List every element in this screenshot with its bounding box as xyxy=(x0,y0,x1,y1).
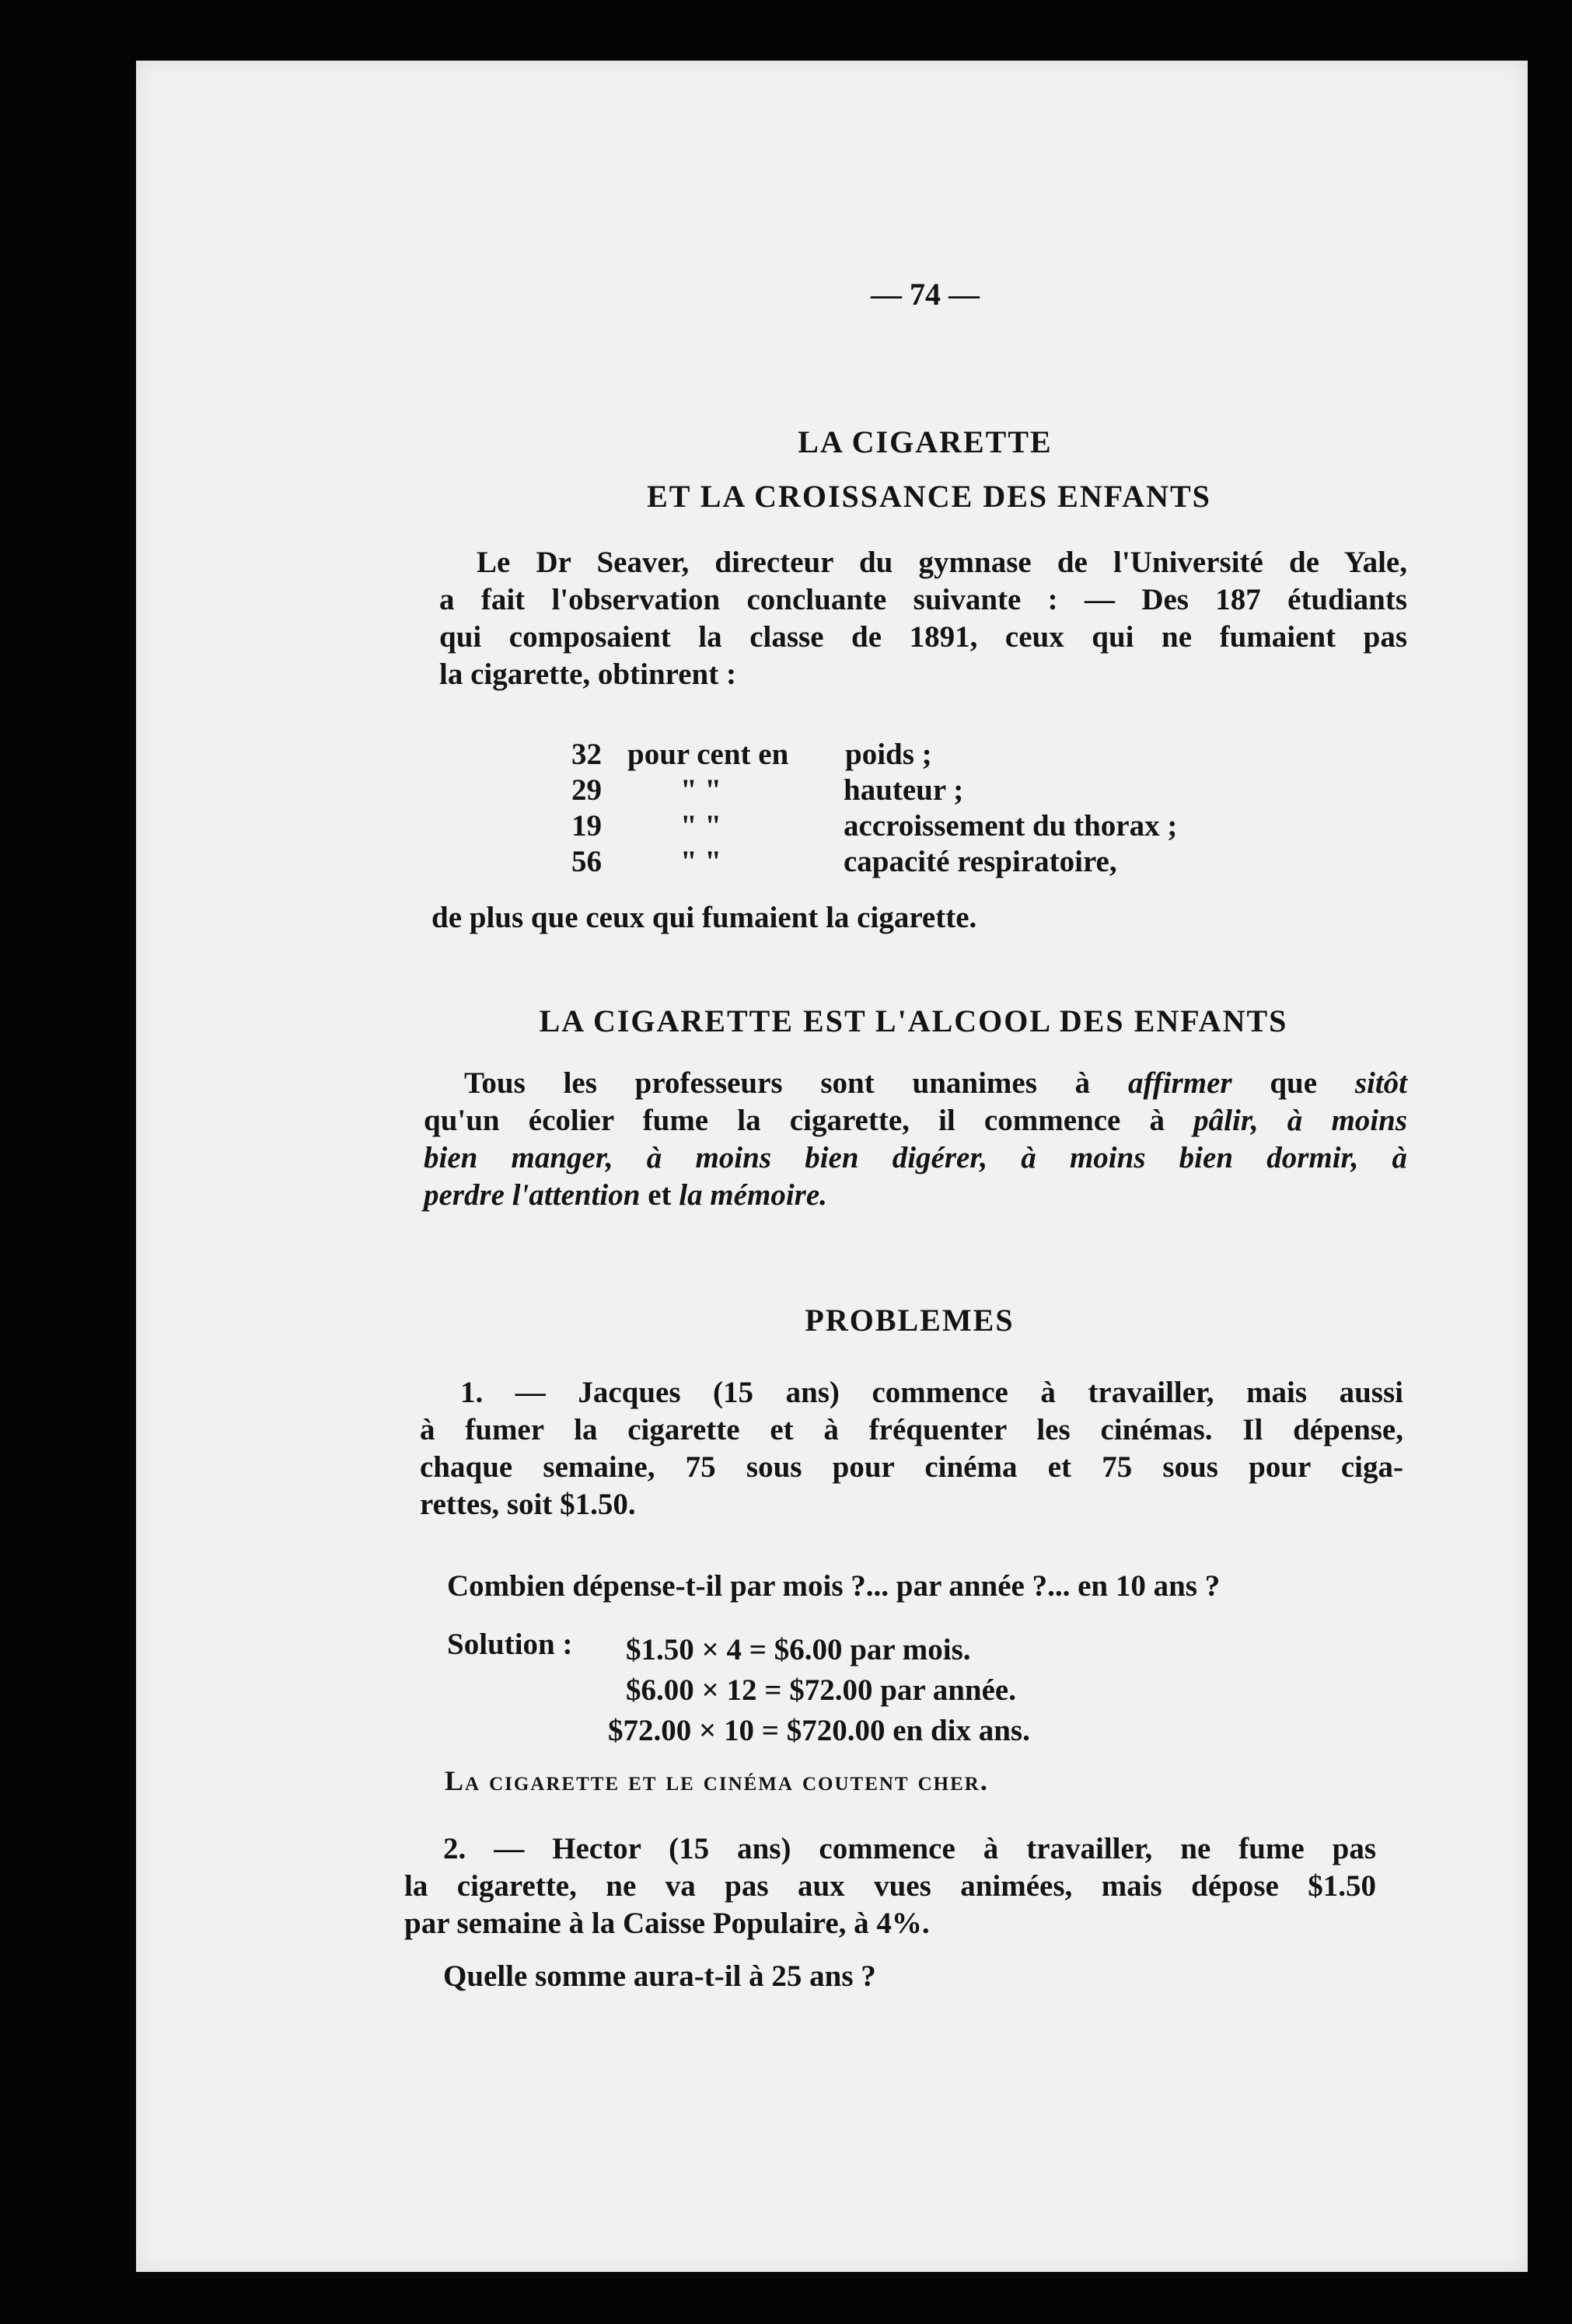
problem-line: par semaine à la Caisse Populaire, à 4%. xyxy=(404,1907,930,1940)
stat-label: capacité respiratoire, xyxy=(844,845,1117,878)
stat-value: 32 xyxy=(571,738,602,771)
problem-2 xyxy=(404,1830,1376,1942)
intro-line: la cigarette, obtinrent : xyxy=(439,658,736,691)
moral-statement: La cigarette et le cinéma coutent cher. xyxy=(445,1765,989,1796)
problem-1 xyxy=(420,1374,1403,1523)
intro-line: a fait l'observation concluante suivante : — Des 187 étudiants xyxy=(439,583,1407,616)
problem-line: 1. — Jacques (15 ans) commence à travailler, mais aussi xyxy=(460,1376,1403,1409)
stat-label: hauteur ; xyxy=(844,773,964,807)
para-line: perdre l'attention et la mémoire. xyxy=(424,1178,827,1212)
stat-ditto: " " xyxy=(680,773,722,807)
solution-line: $6.00 × 12 = $72.00 par année. xyxy=(626,1673,1016,1707)
problem-line: à fumer la cigarette et à fréquenter les cinémas. Il dépense, xyxy=(420,1413,1403,1446)
section-subtitle-croissance: ET LA CROISSANCE DES ENFANTS xyxy=(647,479,1211,514)
para-line: qu'un écolier fume la cigarette, il commence à pâlir, à moins xyxy=(424,1104,1407,1137)
section-title-cigarette: LA CIGARETTE xyxy=(798,424,1053,459)
section-title-problemes: PROBLEMES xyxy=(805,1303,1015,1338)
problem-line: rettes, soit $1.50. xyxy=(420,1488,636,1521)
question-2: Quelle somme aura-t-il à 25 ans ? xyxy=(443,1959,876,1993)
stat-label: accroissement du thorax ; xyxy=(844,809,1178,843)
problem-line: 2. — Hector (15 ans) commence à travailler, ne fume pas xyxy=(443,1832,1376,1865)
stat-ditto: " " xyxy=(680,809,722,843)
intro-paragraph xyxy=(439,544,1407,693)
solution-label: Solution : xyxy=(447,1628,573,1661)
page-number: — 74 — xyxy=(871,277,980,312)
alcool-paragraph xyxy=(424,1065,1407,1214)
problem-line: la cigarette, ne va pas aux vues animées, mais dépose $1.50 xyxy=(404,1869,1376,1903)
stats-conclusion: de plus que ceux qui fumaient la cigarette. xyxy=(431,901,977,934)
intro-line: Le Dr Seaver, directeur du gymnase de l'Université de Yale, xyxy=(477,546,1407,579)
stat-ditto: " " xyxy=(680,845,722,878)
para-line: bien manger, à moins bien digérer, à moins bien dormir, à xyxy=(424,1141,1407,1174)
solution-line: $1.50 × 4 = $6.00 par mois. xyxy=(626,1633,971,1666)
section-title-alcool: LA CIGARETTE EST L'ALCOOL DES ENFANTS xyxy=(539,1003,1288,1038)
para-line: Tous les professeurs sont unanimes à affirmer que sitôt xyxy=(464,1066,1407,1100)
solution-line: $72.00 × 10 = $720.00 en dix ans. xyxy=(608,1714,1030,1747)
stat-value: 19 xyxy=(571,809,602,843)
problem-line: chaque semaine, 75 sous pour cinéma et 75 sous pour ciga- xyxy=(420,1450,1403,1484)
stat-unit: pour cent en xyxy=(627,738,789,771)
stat-label: poids ; xyxy=(845,738,932,771)
question-1: Combien dépense-t-il par mois ?... par année ?... en 10 ans ? xyxy=(447,1569,1221,1603)
stat-value: 29 xyxy=(571,773,602,807)
intro-line: qui composaient la classe de 1891, ceux qui ne fumaient pas xyxy=(439,620,1407,654)
stat-value: 56 xyxy=(571,845,602,878)
